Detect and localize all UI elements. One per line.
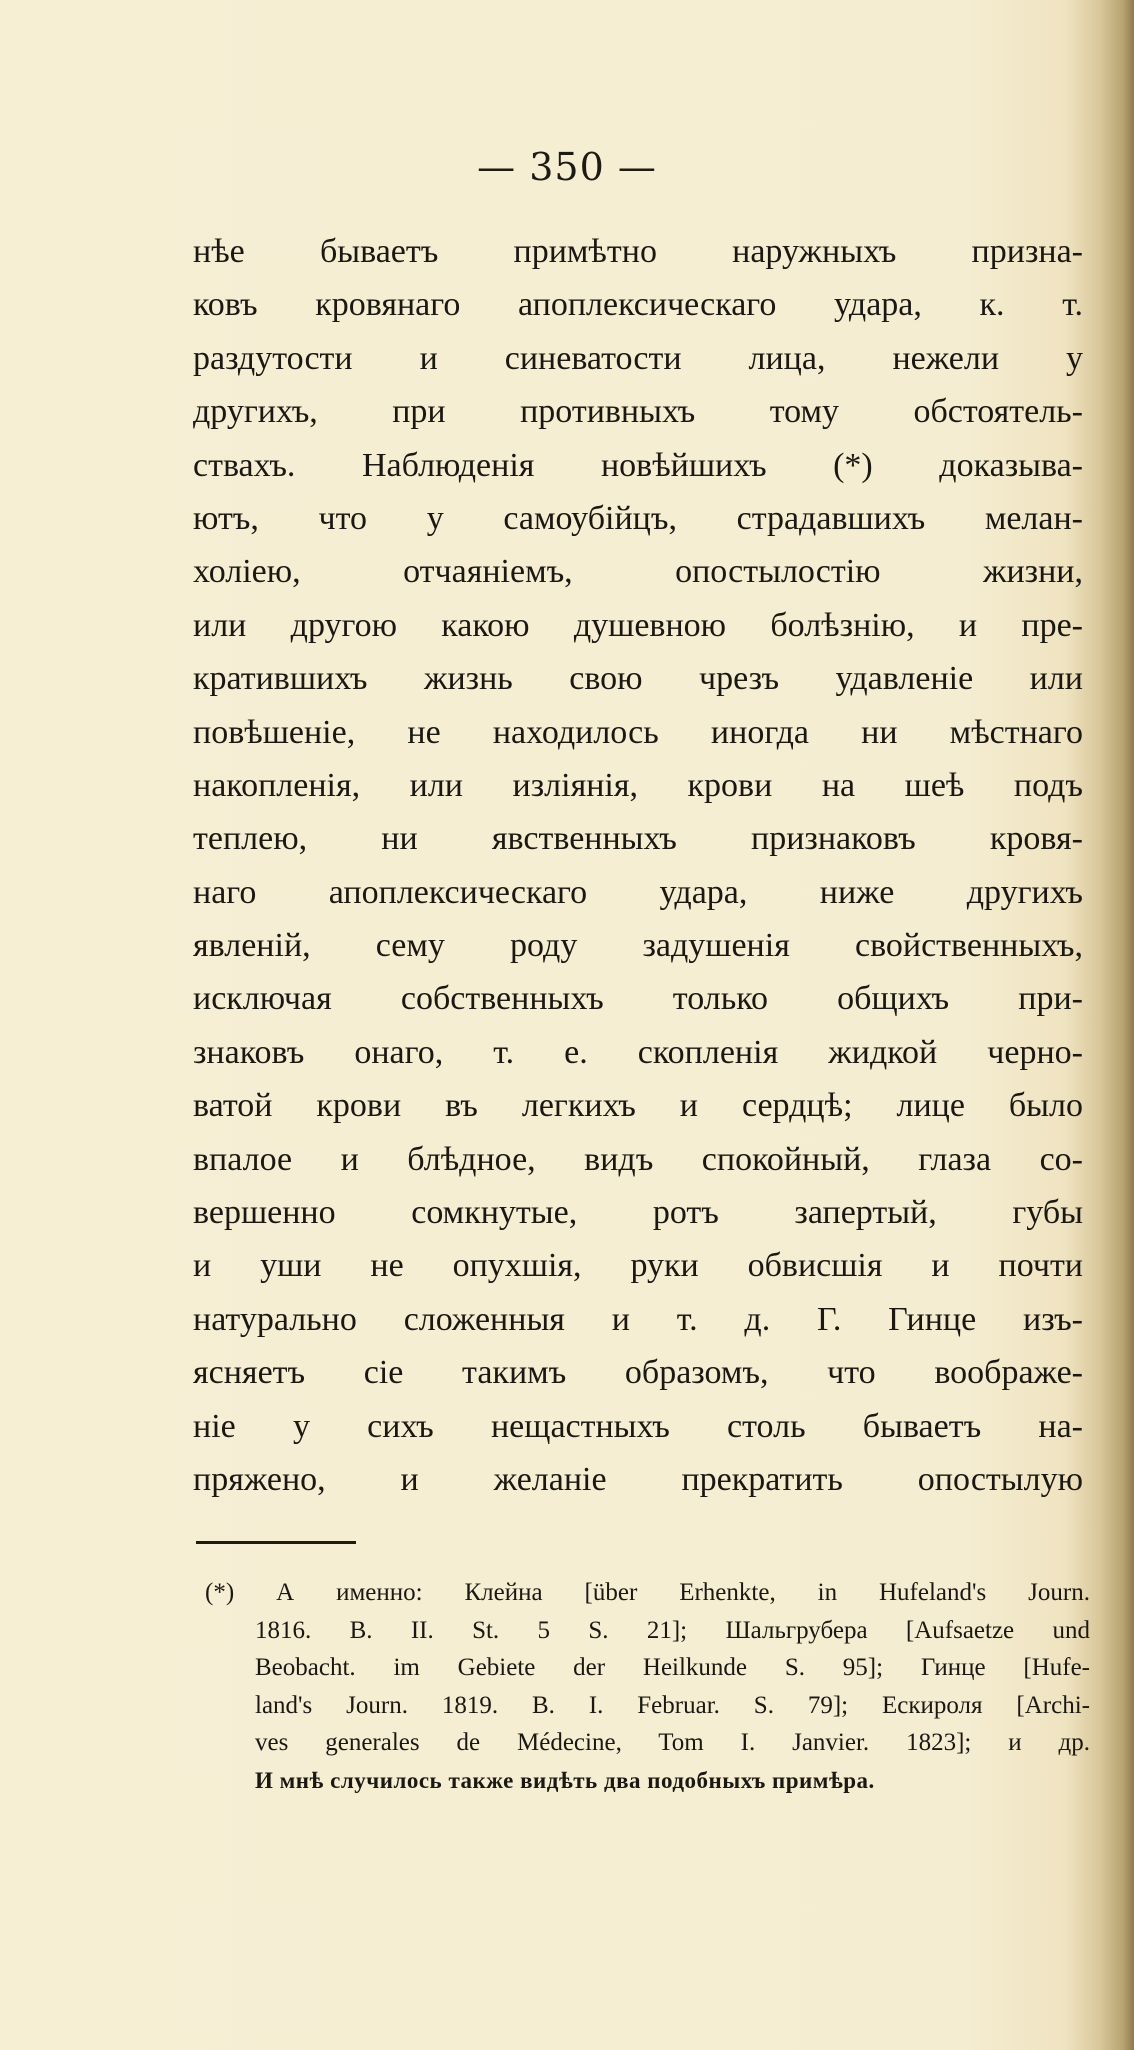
body-line: теплею, ни явственныхъ признаковъ кровя- <box>193 820 1083 858</box>
body-line: знаковъ онаго, т. е. скопленія жидкой черно- <box>193 1033 1083 1071</box>
footnote-divider <box>196 1541 356 1544</box>
page-number: — 350 — <box>477 145 657 189</box>
body-line: и уши не опухшія, руки обвисшія и почти <box>193 1247 1083 1285</box>
body-line: впалое и блѣдное, видъ спокойный, глаза со- <box>193 1140 1083 1178</box>
footnote-line: И мнѣ случилось также видѣть два подобныхъ примѣра. <box>255 1767 875 1793</box>
footnote-line: Beobacht. im Gebiete der Heilkunde S. 95]; Гинце [Hufe- <box>255 1654 1090 1681</box>
body-line: нѣе бываетъ примѣтно наружныхъ призна- <box>193 233 1083 270</box>
body-line: раздутости и синеватости лица, нежели у <box>193 339 1083 377</box>
body-line: ясняетъ сіе такимъ образомъ, что воображе- <box>193 1354 1083 1392</box>
body-line: явленій, сему роду задушенія свойственныхъ, <box>193 927 1083 965</box>
body-line: холіею, отчаяніемъ, опостылостію жизни, <box>193 553 1083 591</box>
body-line: вершенно сомкнутые, ротъ запертый, губы <box>193 1194 1083 1232</box>
body-text <box>193 225 1083 1506</box>
footnote <box>205 1574 1090 1799</box>
body-line: ватой крови въ легкихъ и сердцѣ; лице было <box>193 1087 1083 1125</box>
body-line: ковъ кровянаго апоплексическаго удара, к. т. <box>193 286 1083 324</box>
body-line: натурально сложенныя и т. д. Г. Гинце изъ- <box>193 1300 1083 1338</box>
body-line: ютъ, что у самоубійцъ, страдавшихъ мелан- <box>193 499 1083 537</box>
footnote-line: 1816. B. II. St. 5 S. 21]; Шальгрубера [Aufsaetze und <box>255 1616 1090 1644</box>
footnote-line: (*) А именно: Клейна [über Erhenkte, in Hufeland's Journ. <box>205 1579 1090 1606</box>
body-line: другихъ, при противныхъ тому обстоятель- <box>193 393 1083 431</box>
body-line: пряжено, и желаніе прекратить опостылую <box>193 1460 1083 1498</box>
footnote-line: land's Journ. 1819. B. I. Februar. S. 79]; Ескироля [Archi- <box>255 1691 1090 1719</box>
body-line: накопленія, или изліянія, крови на шеѣ подъ <box>193 766 1083 804</box>
body-line: ніе у сихъ нещастныхъ столь бываетъ на- <box>193 1407 1083 1445</box>
body-line: кратившихъ жизнь свою чрезъ удавленіе или <box>193 660 1083 698</box>
footnote-line: ves generales de Médecine, Tom I. Janvier. 1823]; и др. <box>255 1729 1090 1756</box>
body-line: или другою какою душевною болѣзнію, и пре- <box>193 606 1083 644</box>
body-line: повѣшеніе, не находилось иногда ни мѣстнаго <box>193 713 1083 751</box>
body-line: ствахъ. Наблюденія новѣйшихъ (*) доказыва- <box>193 446 1083 484</box>
body-line: исключая собственныхъ только общихъ при- <box>193 980 1083 1018</box>
body-line: наго апоплексическаго удара, ниже другихъ <box>193 873 1083 911</box>
